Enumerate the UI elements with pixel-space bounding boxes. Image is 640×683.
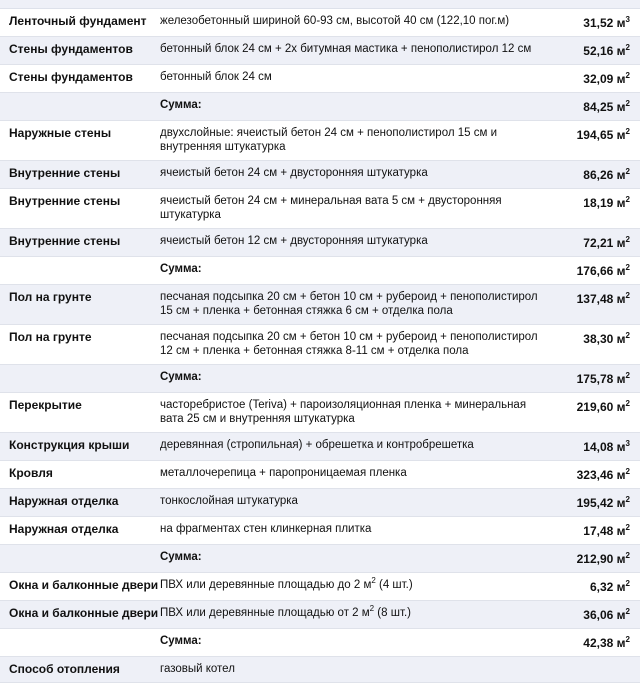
element-name: Внутренние стены — [9, 166, 121, 180]
quantity-value — [550, 325, 640, 365]
element-name: Способ отопления — [9, 662, 120, 676]
element-description — [150, 657, 550, 683]
quantity-number: 137,48 м — [576, 292, 626, 306]
element-description — [150, 393, 550, 433]
quantity-number: 175,78 м — [576, 372, 626, 386]
element-name: Внутренние стены — [9, 234, 121, 248]
table-row — [0, 517, 640, 545]
element-description — [150, 461, 550, 489]
quantity-number: 18,19 м — [583, 196, 626, 210]
quantity-value — [550, 285, 640, 325]
element-name: Окна и балконные двери — [9, 578, 159, 592]
unit-exponent: 2 — [625, 235, 630, 244]
quantity-value — [550, 545, 640, 573]
quantity-number: 84,25 м — [583, 100, 626, 114]
quantity-number: 72,21 м — [583, 236, 626, 250]
unit-exponent: 2 — [625, 99, 630, 108]
quantity-number: 323,46 м — [576, 468, 626, 482]
quantity-number: 42,38 м — [583, 636, 626, 650]
quantity-value — [550, 229, 640, 257]
quantity-number: 32,09 м — [583, 72, 626, 86]
description-text: деревянная (стропильная) + обрешетка и контробрешетка — [160, 439, 474, 451]
element-description — [150, 121, 550, 161]
unit-exponent: 2 — [625, 371, 630, 380]
description-text: ПВХ или деревянные площадью от 2 м — [160, 607, 370, 619]
quantity-number: 36,06 м — [583, 608, 626, 622]
quantity-value — [550, 189, 640, 229]
unit-exponent: 2 — [625, 291, 630, 300]
unit-exponent: 2 — [625, 195, 630, 204]
quantity-value — [550, 517, 640, 545]
element-name: Перекрытие — [9, 398, 82, 412]
element-description — [150, 489, 550, 517]
description-text: ПВХ или деревянные площадью до 2 м — [160, 579, 372, 591]
quantity-value — [550, 433, 640, 461]
description-tail: (8 шт.) — [374, 607, 411, 619]
sum-label — [150, 93, 550, 121]
description-text: ячеистый бетон 24 см + двусторонняя штукатурка — [160, 167, 428, 179]
table-row — [0, 657, 640, 683]
element-name: Пол на грунте — [9, 330, 92, 344]
description-exponent: 2 — [369, 604, 375, 614]
description-text: ячеистый бетон 12 см + двусторонняя штукатурка — [160, 235, 428, 247]
quantity-value — [550, 393, 640, 433]
unit-exponent: 2 — [625, 467, 630, 476]
quantity-value — [550, 629, 640, 657]
description-text: Сумма: — [160, 371, 202, 383]
quantity-value — [550, 365, 640, 393]
element-name: Пол на грунте — [9, 290, 92, 304]
table-top-strip — [0, 0, 640, 9]
unit-exponent: 2 — [625, 607, 630, 616]
description-text: бетонный блок 24 см — [160, 71, 272, 83]
quantity-number: 219,60 м — [576, 400, 626, 414]
description-text: часторебристое (Teriva) + пароизоляционная пленка + минеральная вата 25 см и внутренняя штукатурка — [160, 399, 527, 425]
quantity-number: 14,08 м — [583, 440, 626, 454]
element-name: Наружные стены — [9, 126, 112, 140]
unit-exponent: 2 — [625, 43, 630, 52]
quantity-value — [550, 37, 640, 65]
sum-row — [0, 257, 640, 285]
description-text: бетонный блок 24 см + 2х битумная мастика + пенополистирол 12 см — [160, 43, 532, 55]
description-text: тонкослойная штукатурка — [160, 495, 298, 507]
description-text: Сумма: — [160, 551, 202, 563]
table-row — [0, 393, 640, 433]
sum-row — [0, 93, 640, 121]
unit-exponent: 2 — [625, 331, 630, 340]
table-row — [0, 601, 640, 629]
element-name: Стены фундаментов — [9, 70, 133, 84]
element-description — [150, 325, 550, 365]
description-exponent: 2 — [371, 576, 376, 586]
table-row — [0, 161, 640, 189]
element-name: Конструкция крыши — [9, 438, 130, 452]
sum-row — [0, 545, 640, 573]
table-row — [0, 121, 640, 161]
element-name — [0, 545, 150, 573]
table-row — [0, 229, 640, 257]
unit-exponent: 2 — [625, 263, 630, 272]
description-text: железобетонный шириной 60-93 см, высотой 40 см (122,10 пог.м) — [160, 15, 510, 27]
element-description — [150, 573, 550, 601]
element-description — [150, 9, 550, 37]
quantity-value — [550, 161, 640, 189]
element-name: Окна и балконные двери — [9, 606, 159, 620]
sum-label — [150, 257, 550, 285]
quantity-number: 176,66 м — [576, 264, 626, 278]
element-name: Ленточный фундамент — [9, 14, 147, 28]
element-name — [0, 629, 150, 657]
element-description — [150, 189, 550, 229]
table-row — [0, 573, 640, 601]
element-description — [150, 161, 550, 189]
quantity-value — [550, 121, 640, 161]
sum-row — [0, 365, 640, 393]
unit-exponent: 2 — [625, 399, 630, 408]
unit-exponent: 2 — [625, 635, 630, 644]
description-text: песчаная подсыпка 20 см + бетон 10 см + рубероид + пенополистирол 12 см + пленка + бетонная стяжка 8-11 см + отделка пола — [160, 331, 538, 357]
element-description — [150, 37, 550, 65]
quantity-number: 17,48 м — [583, 524, 626, 538]
description-text: Сумма: — [160, 99, 202, 111]
quantity-number: 212,90 м — [576, 552, 626, 566]
sum-label — [150, 629, 550, 657]
table-row — [0, 285, 640, 325]
quantity-value — [550, 257, 640, 285]
description-text: металлочерепица + паропроницаемая пленка — [160, 467, 407, 479]
table-row — [0, 65, 640, 93]
quantity-number: 38,30 м — [583, 332, 626, 346]
unit-exponent: 2 — [625, 71, 630, 80]
quantity-value — [550, 601, 640, 629]
element-name — [0, 93, 150, 121]
quantity-number: 31,52 м — [583, 16, 626, 30]
element-description — [150, 229, 550, 257]
element-description — [150, 433, 550, 461]
description-text: Сумма: — [160, 635, 202, 647]
element-name: Внутренние стены — [9, 194, 121, 208]
unit-exponent: 2 — [625, 579, 630, 588]
quantity-value — [550, 573, 640, 601]
unit-exponent: 2 — [625, 523, 630, 532]
quantity-value — [550, 657, 640, 683]
unit-exponent: 3 — [625, 15, 630, 24]
unit-exponent: 3 — [625, 439, 630, 448]
description-text: газовый котел — [160, 663, 235, 675]
sum-label — [150, 365, 550, 393]
unit-exponent: 2 — [625, 495, 630, 504]
element-name — [0, 257, 150, 285]
quantity-value — [550, 93, 640, 121]
element-description — [150, 517, 550, 545]
description-text: двухслойные: ячеистый бетон 24 см + пенополистирол 15 см и внутренняя штукатурка — [160, 127, 498, 153]
element-name: Наружная отделка — [9, 522, 119, 536]
unit-exponent: 2 — [625, 127, 630, 136]
element-description — [150, 285, 550, 325]
building-spec-table — [0, 9, 640, 683]
unit-exponent: 2 — [625, 167, 630, 176]
element-name: Кровля — [9, 466, 53, 480]
table-row — [0, 461, 640, 489]
quantity-number: 6,32 м — [589, 580, 626, 594]
quantity-number: 52,16 м — [583, 44, 626, 58]
table-row — [0, 9, 640, 37]
unit-exponent: 2 — [625, 551, 630, 560]
element-name: Стены фундаментов — [9, 42, 133, 56]
quantity-value — [550, 489, 640, 517]
element-name: Наружная отделка — [9, 494, 119, 508]
description-text: Сумма: — [160, 263, 202, 275]
table-row — [0, 433, 640, 461]
quantity-value — [550, 65, 640, 93]
sum-label — [150, 545, 550, 573]
element-description — [150, 65, 550, 93]
quantity-number: 194,65 м — [576, 128, 626, 142]
table-row — [0, 489, 640, 517]
description-tail: (4 шт.) — [375, 579, 413, 591]
description-text: на фрагментах стен клинкерная плитка — [160, 523, 372, 535]
description-text: песчаная подсыпка 20 см + бетон 10 см + рубероид + пенополистирол 15 см + пленка + бетонная стяжка 6 см + отделка пола — [160, 291, 538, 317]
quantity-number: 195,42 м — [576, 496, 626, 510]
description-text: ячеистый бетон 24 см + минеральная вата 5 см + двусторонняя штукатурка — [160, 195, 502, 221]
table-row — [0, 189, 640, 229]
element-name — [0, 365, 150, 393]
quantity-value — [550, 9, 640, 37]
table-row — [0, 37, 640, 65]
quantity-number: 86,26 м — [583, 168, 626, 182]
sum-row — [0, 629, 640, 657]
table-row — [0, 325, 640, 365]
quantity-value — [550, 461, 640, 489]
element-description — [150, 601, 550, 629]
